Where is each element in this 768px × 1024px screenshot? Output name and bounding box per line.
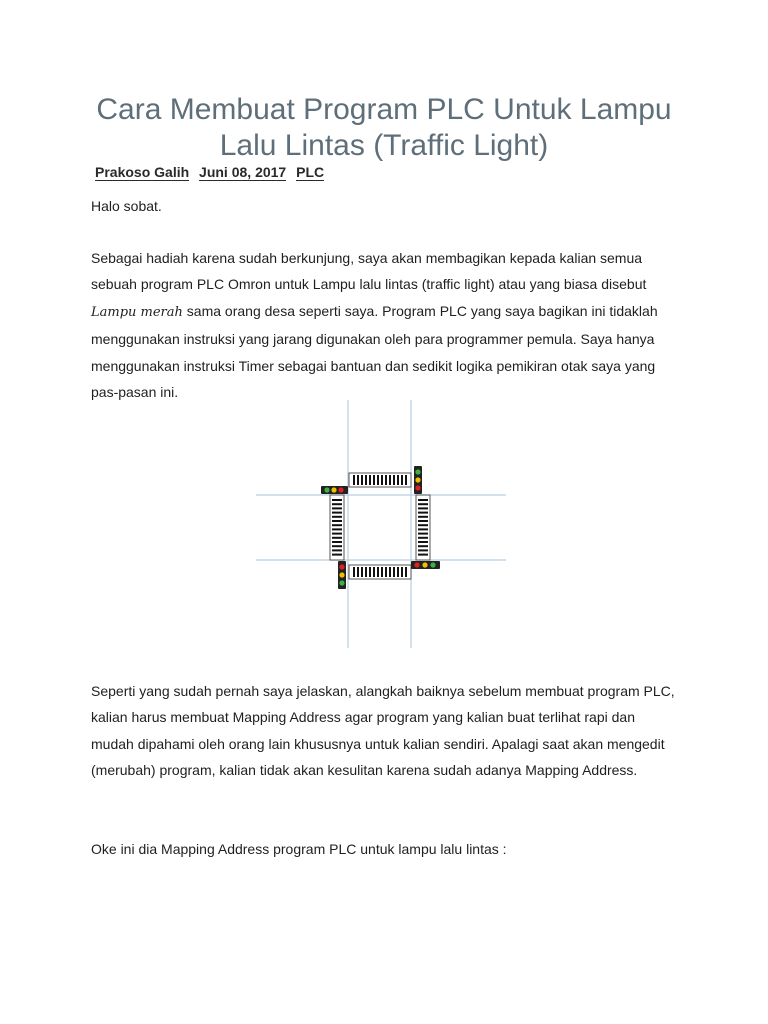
- crosswalk-stripe: [369, 475, 371, 485]
- crosswalk-stripe: [405, 475, 407, 485]
- crosswalk-stripe: [385, 567, 387, 577]
- crosswalk-stripe: [332, 524, 342, 526]
- crosswalk-stripe: [401, 567, 403, 577]
- paragraph-greeting: Halo sobat.: [91, 198, 162, 214]
- crosswalk-stripe: [332, 541, 342, 543]
- crosswalk-stripe: [393, 475, 395, 485]
- crosswalk-stripe: [418, 499, 428, 501]
- traffic-intersection-diagram: [256, 400, 506, 648]
- crosswalk-stripe: [373, 475, 375, 485]
- crosswalk-stripe: [332, 512, 342, 514]
- crosswalk-stripe: [332, 499, 342, 501]
- crosswalk-stripe: [418, 554, 428, 556]
- crosswalk-stripe: [332, 528, 342, 530]
- traffic-light-southwest: [338, 561, 346, 589]
- page-title: Cara Membuat Program PLC Untuk Lampu Lalu Lintas (Traffic Light): [96, 93, 672, 162]
- paragraph-intro-text-1: Sebagai hadiah karena sudah berkunjung, saya akan membagikan kepada kalian semua sebuah program PLC Omron untuk Lampu lalu lintas (traffic light) atau yang biasa disebut: [91, 250, 647, 293]
- crosswalk-stripe: [332, 537, 342, 539]
- crosswalk-stripe: [369, 567, 371, 577]
- crosswalk-stripe: [381, 567, 383, 577]
- crosswalk-stripe: [389, 567, 391, 577]
- crosswalk-stripe: [353, 567, 355, 577]
- crosswalk-stripe: [418, 524, 428, 526]
- paragraph-intro-italic: Lampu merah: [91, 304, 183, 320]
- crosswalk-stripe: [361, 475, 363, 485]
- crosswalk-bottom: [349, 565, 411, 579]
- crosswalk-stripe: [405, 567, 407, 577]
- crosswalk-stripe: [357, 567, 359, 577]
- crosswalk-stripe: [418, 503, 428, 505]
- crosswalk-stripe: [418, 541, 428, 543]
- date-link[interactable]: Juni 08, 2017: [199, 164, 287, 180]
- crosswalk-stripe: [418, 545, 428, 547]
- crosswalk-right: [416, 495, 430, 560]
- road-lines: [256, 400, 506, 648]
- crosswalk-stripe: [418, 516, 428, 518]
- paragraph-intro-text-2: sama orang desa seperti saya. Program PLC yang saya bagikan ini tidaklah menggunakan instruksi yang jarang digunakan oleh para programmer pemula. Saya hanya menggunakan instruksi Timer sebagai bantuan dan sedikit logika pemikiran otak saya yang pas-pasan ini.: [91, 302, 658, 401]
- post-meta: [95, 164, 330, 180]
- crosswalk-stripe: [385, 475, 387, 485]
- crosswalk-stripe: [418, 507, 428, 509]
- crosswalk-stripe: [332, 520, 342, 522]
- crosswalk-stripe: [418, 528, 428, 530]
- crosswalk-stripe: [332, 516, 342, 518]
- crosswalk-stripe: [332, 533, 342, 535]
- crosswalk-stripe: [401, 475, 403, 485]
- crosswalk-stripe: [381, 475, 383, 485]
- crosswalk-stripe: [332, 545, 342, 547]
- paragraph-mapping-address: Seperti yang sudah pernah saya jelaskan, alangkah baiknya sebelum membuat program PLC, kalian harus membuat Mapping Address agar program yang kalian buat terlihat rapi dan mudah dipahami oleh orang lain khususnya untuk kalian sendiri. Apalagi saat akan mengedit (merubah) program, kalian tidak akan kesulitan karena sudah adanya Mapping Address.: [91, 683, 675, 779]
- crosswalk-stripe: [393, 567, 395, 577]
- author-link[interactable]: Prakoso Galih: [95, 164, 190, 180]
- paragraph-intro: [91, 245, 681, 405]
- crosswalk-stripe: [361, 567, 363, 577]
- traffic-light-northwest: [321, 486, 348, 494]
- traffic-light-southeast: [411, 561, 440, 569]
- crosswalk-stripe: [373, 567, 375, 577]
- crosswalk-stripe: [332, 549, 342, 551]
- crosswalk-left: [330, 495, 344, 560]
- category-link[interactable]: PLC: [296, 164, 325, 180]
- crosswalk-stripe: [365, 567, 367, 577]
- crosswalk-stripe: [332, 554, 342, 556]
- traffic-light-northeast: [414, 466, 422, 494]
- crosswalk-top: [349, 473, 411, 487]
- crosswalk-stripe: [397, 475, 399, 485]
- crosswalk-stripe: [365, 475, 367, 485]
- paragraph-mapping-intro: Oke ini dia Mapping Address program PLC untuk lampu lalu lintas :: [91, 841, 507, 857]
- crosswalk-stripe: [418, 533, 428, 535]
- crosswalk-stripe: [389, 475, 391, 485]
- crosswalk-stripe: [357, 475, 359, 485]
- crosswalk-stripe: [353, 475, 355, 485]
- crosswalk-stripe: [377, 475, 379, 485]
- crosswalk-stripe: [418, 520, 428, 522]
- crosswalk-stripe: [418, 537, 428, 539]
- crosswalk-stripe: [332, 507, 342, 509]
- crosswalk-stripe: [377, 567, 379, 577]
- crosswalk-stripe: [332, 503, 342, 505]
- crosswalk-stripe: [397, 567, 399, 577]
- crosswalk-stripe: [418, 512, 428, 514]
- crosswalk-stripe: [418, 549, 428, 551]
